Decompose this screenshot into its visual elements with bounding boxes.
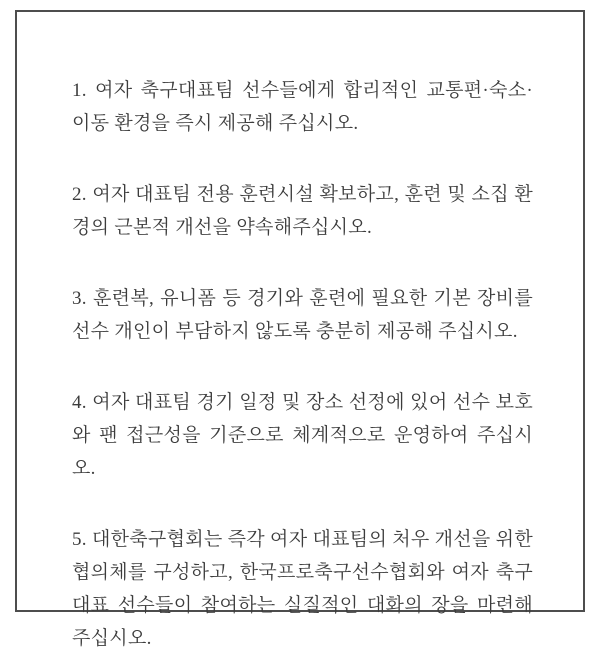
- demand-item-3: 3. 훈련복, 유니폼 등 경기와 훈련에 필요한 기본 장비를 선수 개인이 부담하지 않도록 충분히 제공해 주십시오.: [72, 288, 533, 342]
- document-content: [17, 12, 583, 655]
- demand-item-4: 4. 여자 대표팀 경기 일정 및 장소 선정에 있어 선수 보호와 팬 접근성을 기준으로 체계적으로 운영하여 주십시오.: [72, 392, 533, 479]
- demand-item-2: 2. 여자 대표팀 전용 훈련시설 확보하고, 훈련 및 소집 환경의 근본적 개선을 약속해주십시오.: [72, 184, 533, 238]
- document-frame: [15, 10, 585, 649]
- demand-item-5: 5. 대한축구협회는 즉각 여자 대표팀의 처우 개선을 위한 협의체를 구성하고, 한국프로축구선수협회와 여자 축구대표 선수들이 참여하는 실질적인 대화의 장을 마련해 주십시오.: [72, 529, 533, 649]
- demand-item-1: 1. 여자 축구대표팀 선수들에게 합리적인 교통편·숙소·이동 환경을 즉시 제공해 주십시오.: [72, 80, 533, 134]
